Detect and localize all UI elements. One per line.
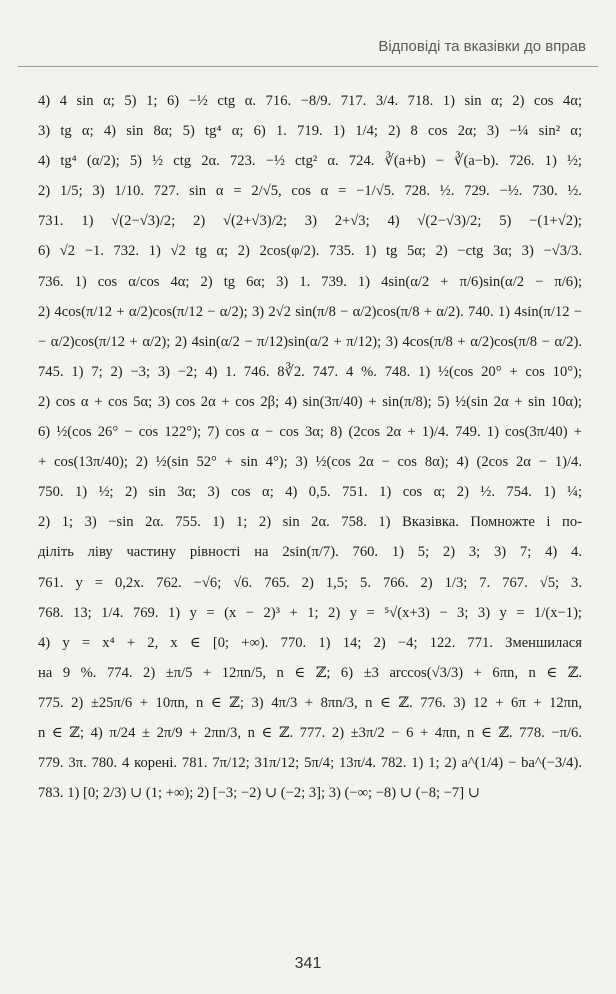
- text-line: 4) y = x⁴ + 2, x ∈ [0; +∞). 770. 1) 14; 2) −4; 122. 771. Зменшилася: [38, 634, 582, 651]
- text-line: 768. 13; 1/4. 769. 1) y = (x − 2)³ + 1; 2) y = ⁵√(x+3) − 3; 3) y = 1/(x−1);: [38, 604, 582, 621]
- header-rule: [18, 66, 598, 67]
- text-line: 2) 1; 3) −sin 2α. 755. 1) 1; 2) sin 2α. 758. 1) Вказівка. Помножте і по-: [38, 514, 582, 531]
- text-line: 731. 1) √(2−√3)/2; 2) √(2+√3)/2; 3) 2+√3; 4) √(2−√3)/2; 5) −(1+√2);: [38, 213, 582, 230]
- text-line: 761. y = 0,2x. 762. −√6; √6. 765. 2) 1,5; 5. 766. 2) 1/3; 7. 767. √5; 3.: [38, 574, 582, 591]
- text-line: 2) cos α + cos 5α; 3) cos 2α + cos 2β; 4) sin(3π/40) + sin(π/8); 5) ½(sin 2α + sin 10α);: [38, 393, 582, 410]
- text-line: 783. 1) [0; 2/3) ∪ (1; +∞); 2) [−3; −2) ∪ (−2; 3]; 3) (−∞; −8) ∪ (−8; −7] ∪: [38, 785, 480, 802]
- answers-text: [38, 86, 582, 808]
- text-line: 4) tg⁴ (α/2); 5) ½ ctg 2α. 723. −½ ctg² α. 724. ∛(a+b) − ∛(a−b). 726. 1) ½;: [38, 153, 582, 170]
- text-line: 2) 1/5; 3) 1/10. 727. sin α = 2/√5, cos α = −1/√5. 728. ½. 729. −½. 730. ½.: [38, 183, 582, 200]
- text-line: 3) tg α; 4) sin 8α; 5) tg⁴ α; 6) 1. 719. 1) 1/4; 2) 8 cos 2α; 3) −¼ sin² α;: [38, 123, 582, 140]
- text-line: 775. 2) ±25π/6 + 10πn, n ∈ ℤ; 3) 4π/3 + 8πn/3, n ∈ ℤ. 776. 3) 12 + 6π + 12πn,: [38, 694, 582, 711]
- text-line: 4) 4 sin α; 5) 1; 6) −½ ctg α. 716. −8/9. 717. 3/4. 718. 1) sin α; 2) cos 4α;: [38, 93, 582, 109]
- text-line: 6) ½(cos 26° − cos 122°); 7) cos α − cos 3α; 8) (2cos 2α + 1)/4. 749. 1) cos(3π/40) +: [38, 424, 582, 441]
- text-line: діліть ліву частину рівності на 2sin(π/7). 760. 1) 5; 2) 3; 3) 7; 4) 4.: [38, 544, 582, 561]
- text-line: n ∈ ℤ; 4) π/24 ± 2π/9 + 2πn/3, n ∈ ℤ. 777. 2) ±3π/2 − 6 + 4πn, n ∈ ℤ. 778. −π/6.: [38, 724, 582, 741]
- text-line: на 9 %. 774. 2) ±π/5 + 12πn/5, n ∈ ℤ; 6) ±3 arccos(√3/3) + 6πn, n ∈ ℤ.: [38, 664, 582, 681]
- text-line: + cos(13π/40); 2) ½(sin 52° + sin 4°); 3) ½(cos 2α − cos 8α); 4) (2cos 2α − 1)/4.: [38, 454, 582, 471]
- text-line: 2) 4cos(π/12 + α/2)cos(π/12 − α/2); 3) 2√2 sin(π/8 − α/2)cos(π/8 + α/2). 740. 1) 4sin(π/12 −: [38, 303, 582, 320]
- text-line: 750. 1) ½; 2) sin 3α; 3) cos α; 4) 0,5. 751. 1) cos α; 2) ½. 754. 1) ¼;: [38, 484, 582, 501]
- page-number: 341: [294, 955, 322, 972]
- text-line: − α/2)cos(π/12 + α/2); 2) 4sin(α/2 − π/12)sin(α/2 + π/12); 3) 4cos(π/8 + α/2)cos(π/8 − α/2).: [38, 333, 582, 350]
- text-line: 736. 1) cos α/cos 4α; 2) tg 6α; 3) 1. 739. 1) 4sin(α/2 + π/6)sin(α/2 − π/6);: [38, 273, 582, 290]
- running-header: Відповіді та вказівки до вправ: [378, 38, 586, 55]
- text-line: 6) √2 −1. 732. 1) √2 tg α; 2) 2cos(φ/2). 735. 1) tg 5α; 2) −ctg 3α; 3) −√3/3.: [38, 243, 582, 260]
- text-line: 779. 3π. 780. 4 корені. 781. 7π/12; 31π/12; 5π/4; 13π/4. 782. 1) 1; 2) a^(1/4) − ba^(−3/4).: [38, 755, 582, 772]
- text-line: 745. 1) 7; 2) −3; 3) −2; 4) 1. 746. 8∛2. 747. 4 %. 748. 1) ½(cos 20° + cos 10°);: [38, 363, 582, 380]
